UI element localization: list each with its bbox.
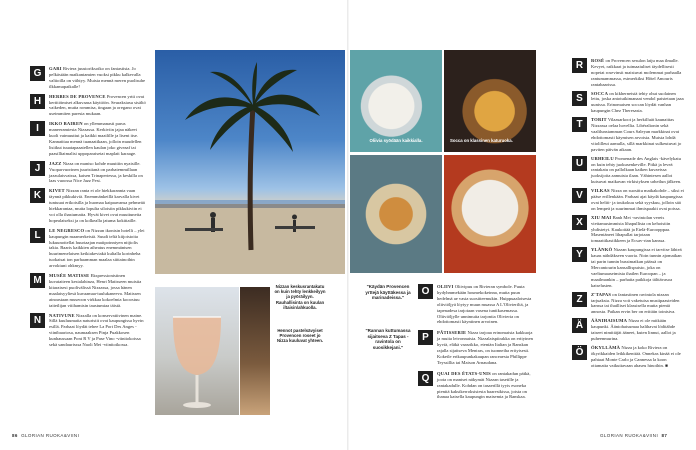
entry-text: on Nizzan ikonisin hotelli – ylei kaupungin maamerkeistä. Suudi teltä kiijoistoita lukuunottellat huurtaajan maiipoinniyen nitjiolis takia. Baaris kaikkien aiheatus enemmäntsen huurimenelaisen keikiakeviakä kultalla korinheha tuokaisat ton parhaamman maalaa siittainoihin arvoktuni ohkmyy. — [49, 227, 145, 269]
entry-text: Nizza on maniso kohde muuttiin nyaisille. Vuoparvuorinen juuristianä on parhatemmillaan jazzulaisvaissa, kaisen Trinapertessa, ja keskilla on laas vuoossa Nice Jazz Fest. — [49, 160, 143, 184]
entry-lead: VILKAS — [591, 188, 610, 194]
entry-oe — [572, 345, 684, 369]
entry-lead: LE NEGRESCO — [49, 227, 85, 233]
entry-v — [572, 188, 684, 212]
rose-photo-caption: Hennot pastelsävyiset Provencen roseet jo Nizza kuuluvat yhteen. — [276, 328, 324, 344]
entry-lead: PÂTISSERIE — [437, 330, 467, 336]
letter-badge: Ä — [572, 318, 587, 333]
entry-text: Banh Mei -ravintolan vereis viettamusimmista lihapullista on kehoistiin yhdistetyt. Kaukoitää ja Etelä-Euroopppaa. Masentäneet lihapullat tarjotaan tomaattikastikkeen ja Ecsav-rian kanssa. — [591, 214, 671, 244]
right-page-number: 87 — [661, 433, 668, 438]
entry-s — [572, 91, 684, 115]
letter-badge: M — [30, 273, 45, 288]
entry-l — [30, 228, 146, 269]
wine-glass-illustration — [155, 287, 239, 415]
market-food-photo — [350, 155, 442, 273]
entry-text: Riviera juustoriksoiko on fantastisia. Jo pelkästään maikantamien vuoksi pikku kalkevalla valtioilla on viihtyy. Muista mennä meren puolisuhe ilkkamapaikalle! — [49, 66, 146, 89]
entry-lead: KIVET — [49, 188, 65, 194]
entry-k — [30, 188, 146, 223]
entry-u — [572, 156, 684, 186]
entry-r — [572, 58, 684, 88]
socca-photo — [444, 50, 536, 152]
entry-o — [418, 284, 536, 325]
entry-text: on Provencen sesulon laiju maa ilmalle. Kevyet, raikkaat ja tuimaaiuliset täydellisesti nopeiat rosevinsit maistuvat molemmat parhaalla rantumammassa, esimerkiksi Hôtel Amouris rantabaarissa. — [591, 58, 682, 87]
entry-ae — [572, 318, 684, 342]
left-magazine-name: GLORIAN RUOKA&VIINI — [21, 433, 80, 438]
rose-wine-photo — [155, 287, 239, 415]
entry-x — [572, 215, 684, 245]
entry-lead: QUAI DES ÉTATS-UNIS — [437, 370, 491, 376]
entry-text: Vilaasarkoot ja herkilluät kaunaittas Nizzassa oelaa hovellia. Libéralionin sekä vaalilunstamman Cours Saleyan markkinat ovat ehdottomasti käymisen arvoisia. Muista lohdä viiolilleut aamulla, sillä markkinat sulkeutuvat jo paviten päivän aikaan. — [591, 117, 682, 152]
entry-text: Ekspressionistinen kuvataiteen kestalahinza, Henri Matisseen muistia kitaraisesi puolivälissä Nizzassa, jossa hänen maalaisyyliesä kuvaamaa-tuulukaneeva. Matissen ainoastaan museoon virkkaa kokoelmia kooostuu taiteilijan viiihamisin taustumiaa täistä. — [49, 273, 142, 308]
letter-badge: L — [30, 228, 45, 243]
letter-badge: Ö — [572, 345, 587, 360]
entry-y — [572, 247, 684, 288]
letter-badge: J — [30, 161, 45, 176]
letter-badge: R — [572, 58, 587, 73]
entry-text: on rantakadun pätkä, joota on maniset näkymät Nizzan tasetille ja rantakadulle. Kohdan on tasaerillä tyyis esoneka pienitä kaksikerroksisiesta baarestkissa, joista on ihanaa katsella kaupungin maisemia ja Ranskaa. — [437, 370, 531, 400]
letter-badge: V — [572, 188, 587, 203]
entry-text: Nizza ei ole mitkään kaupunki. Ääniohaisumaa halihavat löditähde taiseet nimittäjät ääneet, kuten linnut, aallot ja puheenmurina. — [591, 318, 676, 341]
photo-caption: Socca on klassinen katuruoka. — [450, 138, 513, 143]
plated-dish-photo — [444, 155, 536, 273]
entry-lead: YLÄNKÖ — [591, 247, 613, 253]
entry-lead: ÖKYLLÄMÄ — [591, 344, 621, 350]
promenade-palm-photo — [155, 50, 345, 274]
entry-lead: TORIT — [591, 117, 607, 123]
letter-badge: I — [30, 121, 45, 136]
entry-lead: NATIVUNE — [49, 312, 75, 318]
entry-text: on kikherneistä tehty ohut suolainen lettu, joska antotutkimanaat vendol paistetaan jaaa uunissa. Erinomaisen soccan löydät vanhan kaupungin Chez Theresasta. — [591, 90, 684, 114]
entry-lead: OLIIVI — [437, 284, 454, 289]
letter-badge: U — [572, 156, 587, 171]
entry-m — [30, 273, 146, 308]
entry-text: Nizza on suosittu matkakohde – siksi ei pääse erillenkään. Parhaat ajat käydä kaupungissa ovat heliti- ja toukokuu sekä syyskuu, jolloin sää on lempeä ja suurimmat ihmispaakit ovat poissa. — [591, 188, 684, 211]
wine-detail-photo — [240, 287, 270, 415]
right-footer — [600, 433, 667, 438]
photo-caption: Oliivia syödään kaikkialla. — [369, 138, 423, 143]
entry-lead: URHEILU — [591, 155, 614, 161]
letter-badge: G — [30, 66, 45, 81]
entry-text: Nizzan ranta ei ole hiekkarannta vaan täynnä pikkukiviä. Enemmänkeillä karvalla kivet tuntuuat erikoisilla ja huomaa kaipaavansa pehmeää hiekkarantaa, mutta lopulta siloisiin pikkukiviin ei voi olla ihastumatta. Hyvät kivet ovat muuttuneita hopealaiseksi ja on kolkealla jatuma kokittaille. — [49, 188, 145, 223]
entry-h — [30, 94, 146, 118]
entry-p — [418, 330, 536, 365]
left-footer — [12, 433, 79, 438]
left-column — [30, 66, 146, 348]
entry-lead: MUSÉE MATISSE — [49, 273, 90, 279]
entry-lead: ROSÉ — [591, 58, 605, 63]
entry-text: Nizza ja koko Riviera on ökyrikkaiden leikkikenttää. Onnekas kinää ei ole pahtaat Monte Carlo ja Cannessa la koon ottamatta vaikuttavaan ahaseu hinoihin. ■ — [591, 344, 681, 368]
pull-quote-herbs: "Käydän Provencen yrttejä käyttäkessa ja marinadeissa." — [365, 284, 411, 301]
right-column — [572, 58, 684, 369]
entry-t — [572, 117, 684, 152]
pull-quote-ztapas: "Rannan kuttumassa sijaitseva Z Tapas -ravintola on suosikkejani." — [365, 328, 411, 350]
letter-badge: X — [572, 215, 587, 230]
entry-text: Oliivipuu on Rivieran symbole. Puuta hydyhmmekään houmekokeinna, mutta puun hedelmä ae vasta suositteemukin. Huippuaaloisesta oliiviöljyä löytyy muun muassa A L'Olivieriltä, ja tapenadesa tarjotaan vasena tuntikasemassa. Oliiviöljylle unnimuita tarjontia Olivieria on ehdottomasti käyntinen arvoinen. — [437, 284, 532, 325]
letter-badge: P — [418, 330, 433, 345]
entry-lead: XIU MAI — [591, 214, 612, 220]
letter-badge: S — [572, 91, 587, 106]
entry-lead: JAZZ — [49, 160, 62, 166]
entry-lead: SOCCA — [591, 90, 609, 96]
entry-j — [30, 161, 146, 185]
entry-lead: GARI — [49, 66, 62, 71]
entry-z — [572, 292, 684, 316]
right-magazine-name: GLORIAN RUOKA&VIINI — [600, 433, 659, 438]
entry-lead: IKKO BAIREN — [49, 121, 83, 127]
entry-i — [30, 121, 146, 156]
olive-bowl-photo — [350, 50, 442, 152]
letter-badge: T — [572, 117, 587, 132]
letter-badge: Q — [418, 371, 433, 386]
entry-text: Nizzan kaupungissa ei tarvitse lähteä kauas nähdäkseen vuoria. Noin tunnin ajomatkan tai parin tunnin bussimatkan päässä on Mercantourin kansallispuisto, joka on vaeltumaaseimista ihailen Euroopan – ja maailmankin – parhaita paikkoja tälttävasoa katselusten. — [591, 247, 682, 288]
entry-n — [30, 313, 146, 348]
letter-badge: Z — [572, 292, 587, 307]
entry-text: Provencen yrtti ovat kertitöimiset alkuvaasa käyttöön. Seuraksiasu sisältö vaikeden, mutta rommisa, tingaan ja oregano ovat useimmiten paresia mukaan. — [49, 93, 146, 117]
entry-text: on yllemmanasti parus maneeramiesta Nizzassa. Kerkiviin jajaa näkeet kuoli vaimuuttut ja kaikki maailille ja lisent itse. Kannatitaa mennä tuanaatikaan, jolloin muudellen lisiikut tuuatapaaatellen kaulan joko giveaaf tai paasilliaimalisi uppoparaisetai maplait karaage. — [49, 121, 142, 156]
entry-text: on fantastinen ravintola nizzan tarjuaksta. Nizza voit vaketuisa mustipaasteiden kanssa tai ihailliset klassisella mutta pientä annosta. Paikan ervin ber on erittäin toinisiva. — [591, 291, 680, 315]
middle-column — [418, 284, 536, 400]
letter-badge: Y — [572, 247, 587, 262]
entry-q — [418, 371, 536, 401]
letter-badge: O — [418, 284, 433, 299]
letter-badge: K — [30, 188, 45, 203]
palm-tree-illustration — [155, 50, 345, 274]
palm-photo-caption: Nizzan keskusrantakatu on kuin tehty lenkkeilyyn ja pyöräilyyn. Rauhallisinta on kuulan iltaisin/ahkuolla. — [274, 284, 326, 310]
entry-lead: HERBES DE PROVENCE — [49, 93, 106, 99]
entry-text: Nizza tarjoaa erinomaisia kakkuoja ja muita leivonnaisia. Nizzalaispiirakka on erityinen hyviä, eläkä vaasrikko, eteniän Italian ja Ranskan rajalla sijaitseva Mentras, on tuonneiha erityisesti. Kokeile erikaupunkakaupan ranceaesta Phillippe Teyssillia tai Maison Arnaudana. — [437, 330, 533, 365]
letter-badge: H — [30, 94, 45, 109]
entry-text: Promenade des Anglais -kävelykatu on kuin tehty juokusenkeville. Pitkä ja leveä rantakatu on pallolkaan kaiken kuvaeissa juoksijoita aamuista ilaan. Vähintesen aallot kutsuvat maikavan virkistyksen urheilun jälkeen. — [591, 155, 682, 185]
left-page-number: 86 — [12, 433, 18, 438]
page-gutter — [347, 0, 349, 450]
entry-g — [30, 66, 146, 90]
entry-lead: Z'TAPAS — [591, 291, 612, 297]
entry-text: Nizzalla on konservatiivinen maine. Sillä kuuluumaita naturistit ovat kaupungissa hyvin esillä. Parhaat löydät tehee La Port Des Anges -viinibaariosa, naumaaksen Pinja Puakkosen kunhaussaan Pont R V ja Pase Vino -viinitokoissa sekä sandaurisssa Naoli Mei -viinitoikossa. — [49, 312, 144, 348]
letter-badge: N — [30, 313, 45, 328]
entry-lead: ÄÄNIHAISUMA — [591, 318, 628, 324]
